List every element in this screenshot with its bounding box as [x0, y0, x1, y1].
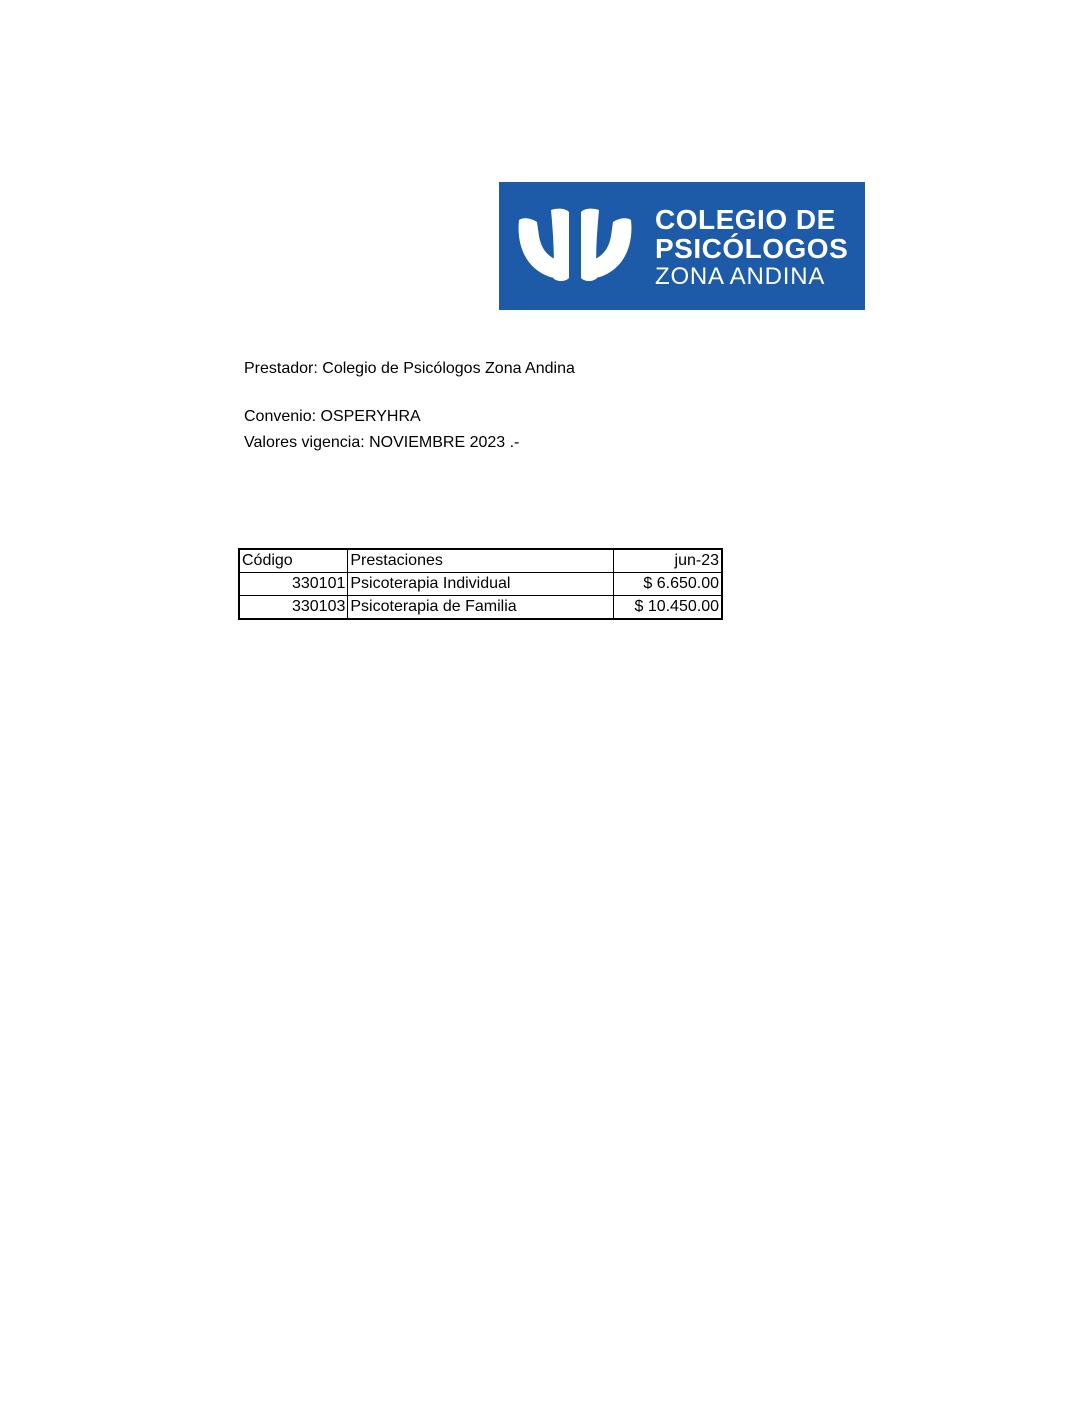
cell-codigo: 330103	[240, 596, 348, 619]
header-prestaciones: Prestaciones	[348, 550, 614, 573]
table-row	[240, 596, 722, 619]
logo-line-2: PSICÓLOGOS	[655, 233, 849, 264]
cell-codigo: 330101	[240, 573, 348, 596]
tarifas-table	[239, 549, 722, 619]
vigencia-text: Valores vigencia: NOVIEMBRE 2023 .-	[244, 434, 520, 451]
header-periodo: jun-23	[614, 550, 722, 573]
logo-line-3: ZONA ANDINA	[655, 263, 826, 290]
table-header-row	[240, 550, 722, 573]
table-row	[240, 573, 722, 596]
cell-valor: $ 10.450.00	[614, 596, 722, 619]
convenio-text: Convenio: OSPERYHRA	[244, 408, 421, 425]
cell-prestacion: Psicoterapia Individual	[348, 573, 614, 596]
psi-logo-icon	[513, 208, 637, 282]
logo-line-1: COLEGIO DE	[655, 204, 836, 235]
logo-wordmark	[655, 206, 848, 289]
header-codigo: Código	[240, 550, 348, 573]
cell-valor: $ 6.650.00	[614, 573, 722, 596]
cell-prestacion: Psicoterapia de Familia	[348, 596, 614, 619]
prestador-text: Prestador: Colegio de Psicólogos Zona Andina	[244, 360, 575, 377]
colegio-logo	[499, 182, 865, 310]
